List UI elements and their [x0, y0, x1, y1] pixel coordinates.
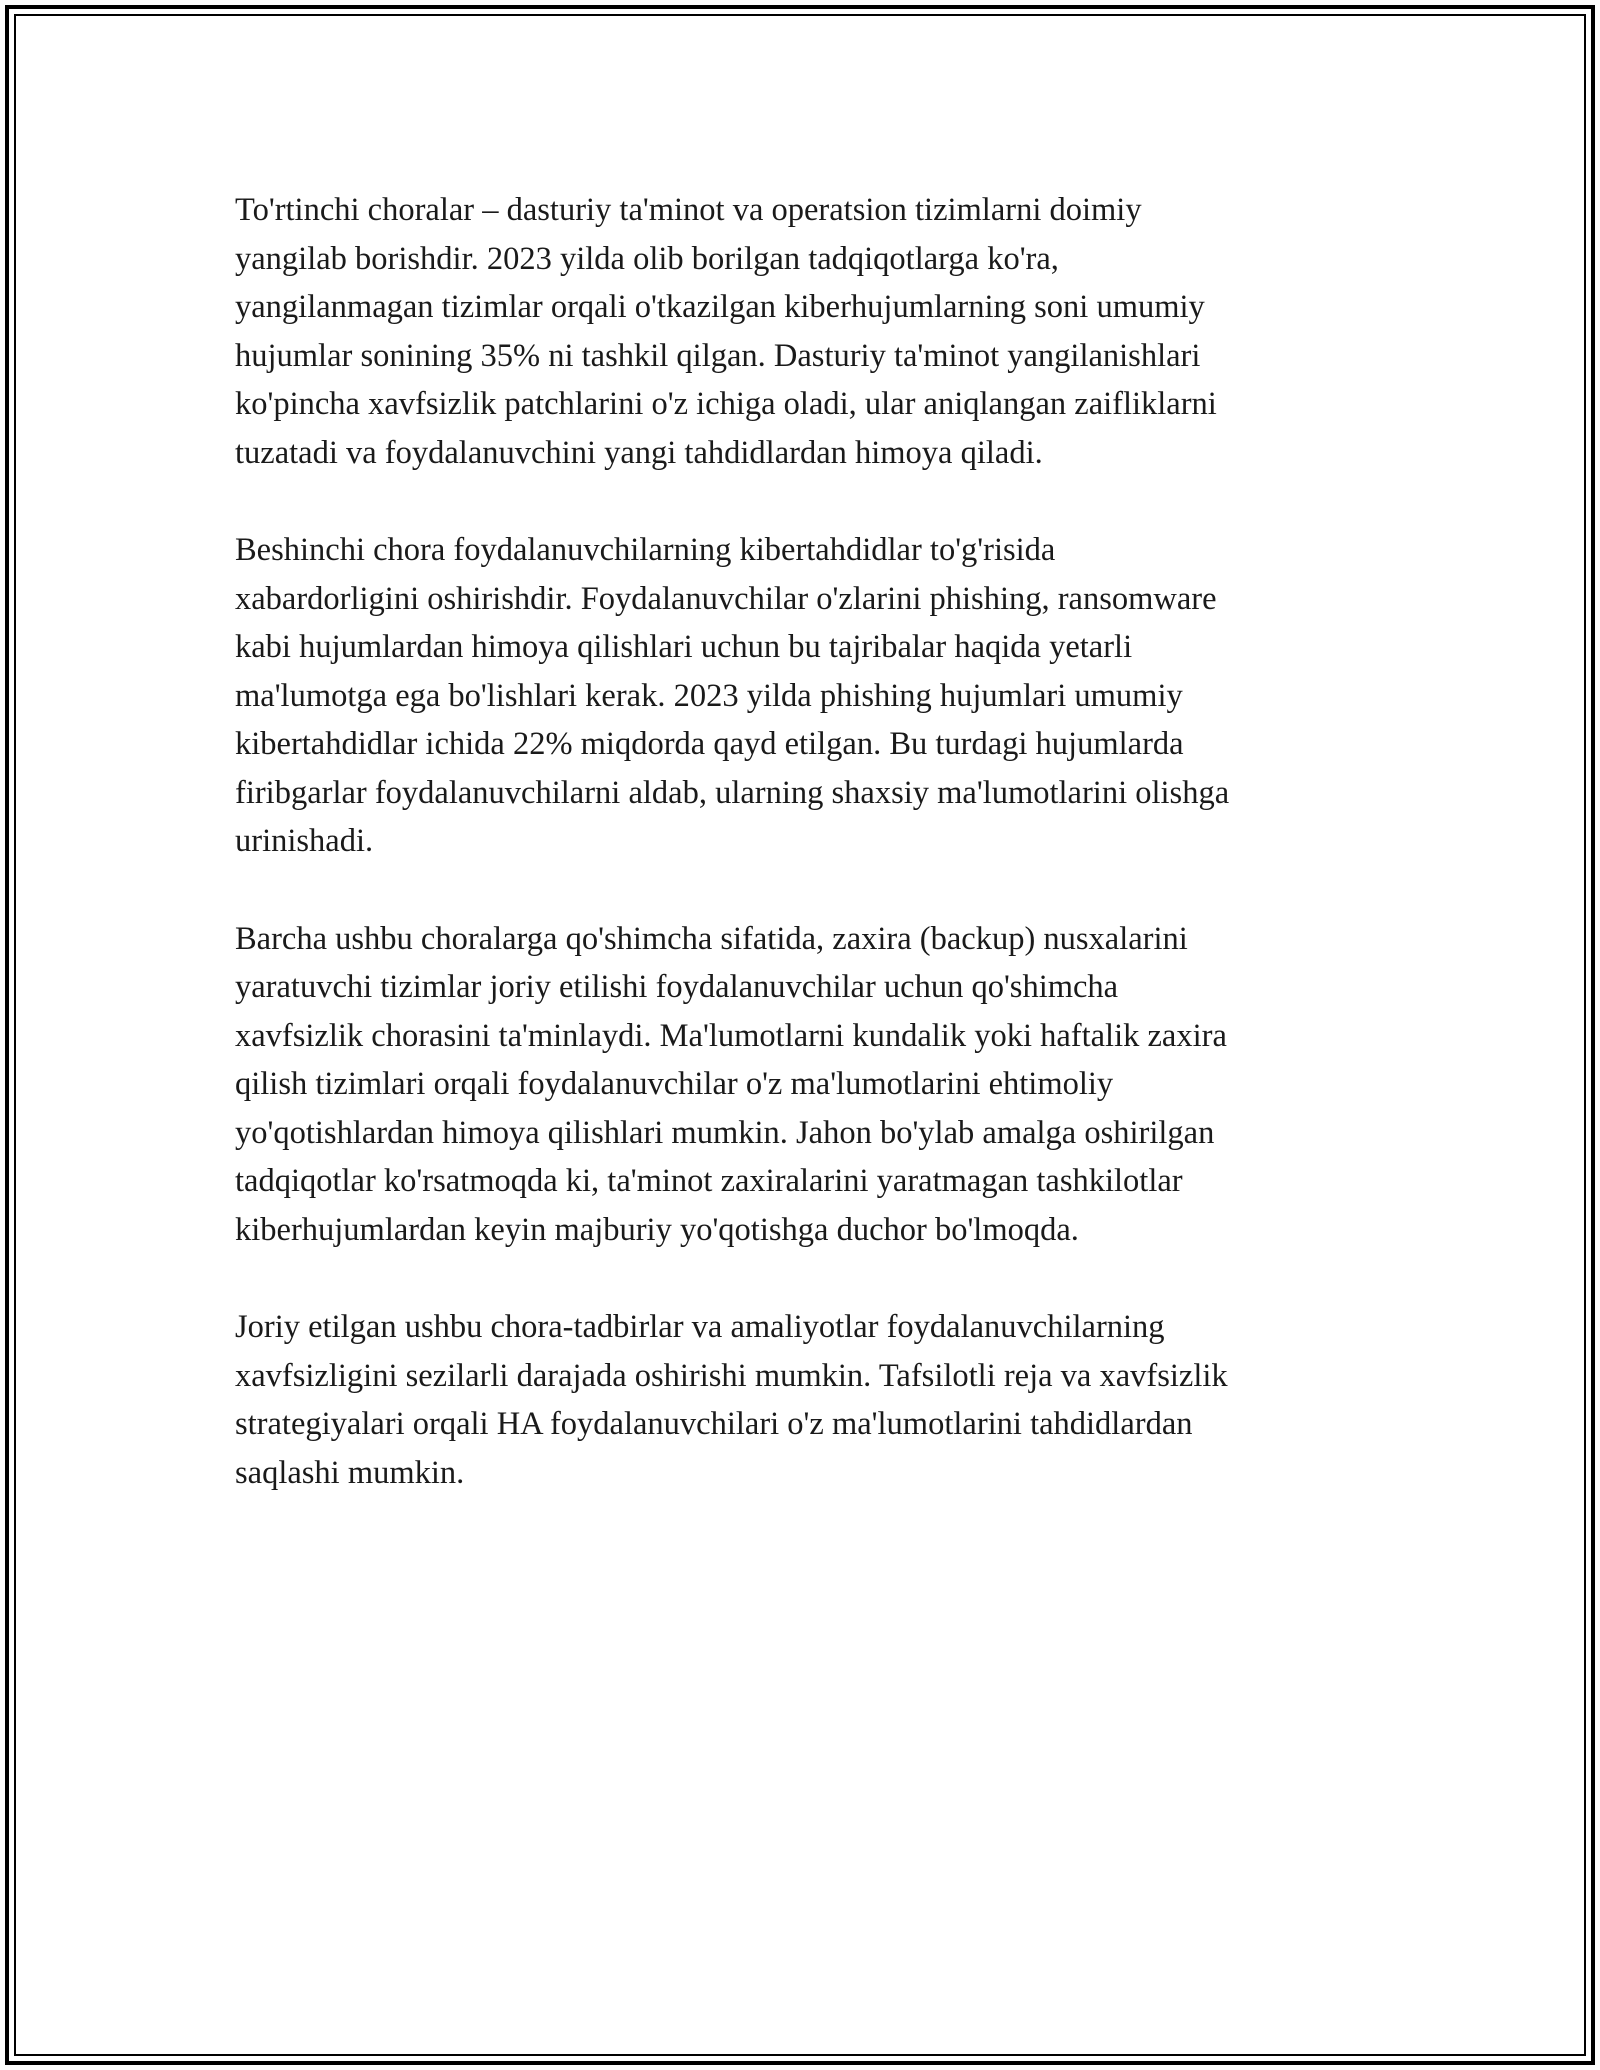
document-body	[235, 186, 1375, 1546]
text-line: saqlashi mumkin.	[235, 1454, 465, 1491]
text-line: ma'lumotga ega bo'lishlari kerak. 2023 yilda phishing hujumlari umumiy	[235, 677, 1183, 714]
text-line: Joriy etilgan ushbu chora-tadbirlar va amaliyotlar foydalanuvchilarning	[235, 1309, 1165, 1345]
text-line: tuzatadi va foydalanuvchini yangi tahdidlardan himoya qiladi.	[235, 434, 1043, 471]
text-line: qilish tizimlari orqali foydalanuvchilar o'z ma'lumotlarini ehtimoliy	[235, 1066, 1114, 1102]
text-line: strategiyalari orqali HA foydalanuvchilari o'z ma'lumotlarini tahdidlardan	[235, 1406, 1193, 1442]
text-line: kiberhujumlardan keyin majburiy yo'qotishga duchor bo'lmoqda.	[235, 1211, 1079, 1248]
paragraph-software-updates	[235, 186, 1375, 477]
text-line: Beshinchi chora foydalanuvchilarning kibertahdidlar to'g'risida	[235, 532, 1056, 568]
text-line: yaratuvchi tizimlar joriy etilishi foydalanuvchilar uchun qo'shimcha	[235, 969, 1119, 1005]
text-line: ko'pincha xavfsizlik patchlarini o'z ichiga oladi, ular aniqlangan zaifliklarni	[235, 386, 1217, 422]
text-line: To'rtinchi choralar – dasturiy ta'minot va operatsion tizimlarni doimiy	[235, 192, 1142, 228]
text-line: xabardorligini oshirishdir. Foydalanuvchilar o'zlarini phishing, ransomware	[235, 580, 1217, 617]
paragraph-conclusion	[235, 1303, 1375, 1497]
text-line: hujumlar sonining 35% ni tashkil qilgan. Dasturiy ta'minot yangilanishlari	[235, 337, 1201, 374]
text-line: kabi hujumlardan himoya qilishlari uchun bu tajribalar haqida yetarli	[235, 629, 1133, 665]
paragraph-user-awareness	[235, 526, 1375, 866]
text-line: tadqiqotlar ko'rsatmoqda ki, ta'minot zaxiralarini yaratmagan tashkilotlar	[235, 1163, 1183, 1199]
paragraph-backup-systems	[235, 915, 1375, 1255]
text-line: xavfsizligini sezilarli darajada oshirishi mumkin. Tafsilotli reja va xavfsizlik	[235, 1357, 1228, 1394]
text-line: yangilanmagan tizimlar orqali o'tkazilgan kiberhujumlarning soni umumiy	[235, 289, 1205, 325]
text-line: yo'qotishlardan himoya qilishlari mumkin. Jahon bo'ylab amalga oshirilgan	[235, 1114, 1215, 1151]
text-line: Barcha ushbu choralarga qo'shimcha sifatida, zaxira (backup) nusxalarini	[235, 920, 1188, 957]
text-line: kibertahdidlar ichida 22% miqdorda qayd etilgan. Bu turdagi hujumlarda	[235, 726, 1184, 762]
text-line: urinishadi.	[235, 823, 374, 859]
text-line: yangilab borishdir. 2023 yilda olib borilgan tadqiqotlarga ko'ra,	[235, 240, 1059, 277]
text-line: firibgarlar foydalanuvchilarni aldab, ularning shaxsiy ma'lumotlarini olishga	[235, 774, 1230, 811]
text-line: xavfsizlik chorasini ta'minlaydi. Ma'lumotlarni kundalik yoki haftalik zaxira	[235, 1017, 1227, 1054]
